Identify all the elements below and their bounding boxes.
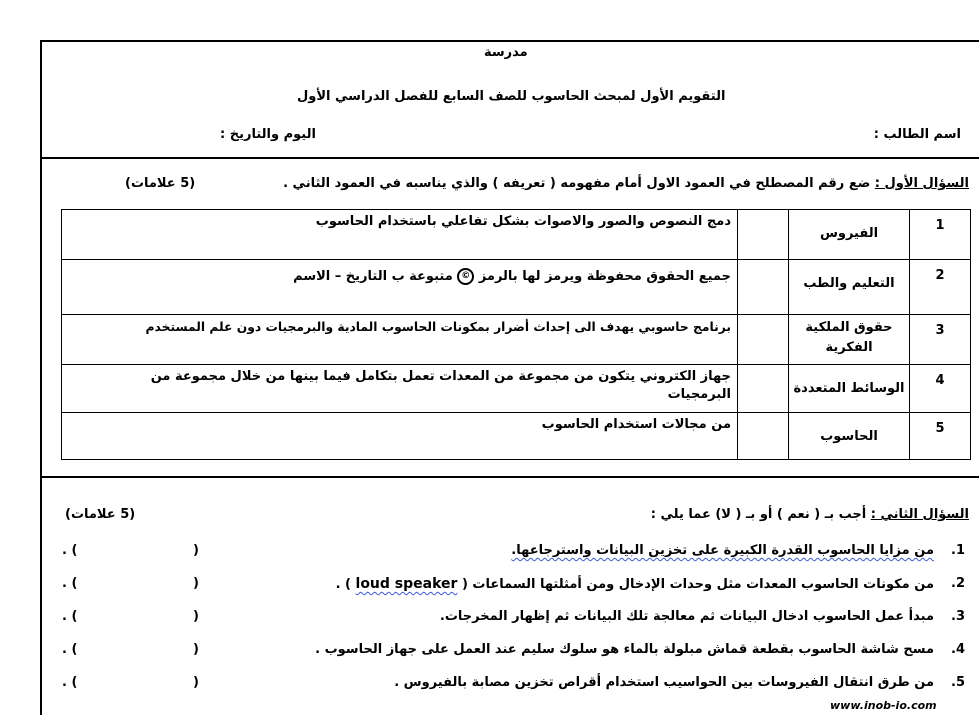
item-text-content: مبدأ عمل الحاسوب ادخال البيانات ثم معالجة تلك البيانات ثم إظهار المخرجات. (439, 609, 934, 624)
date-label: اليوم والتاريخ : (220, 127, 316, 142)
row-number: 4 (910, 365, 971, 413)
table-row (62, 315, 971, 365)
matching-table (61, 209, 971, 460)
watermark: www.inob-io.com (830, 699, 937, 712)
definition-text: جميع الحقوق محفوظة ويرمز لها بالرمز (478, 269, 731, 284)
definition-cell: برنامج حاسوبي يهدف الى إحداث أضرار بمكونات الحاسوب المادية والبرمجيات دون علم المستخدم (62, 315, 738, 365)
term-cell: التعليم والطب (789, 260, 910, 315)
item-text: مسح شاشة الحاسوب بقطعة قماش مبلولة بالماء هو سلوك سليم عند العمل على جهاز الحاسوب . (315, 642, 934, 657)
frame-left (40, 40, 42, 715)
q1-marks: (5 علامات) (125, 176, 196, 191)
q1-instruction: ضع رقم المصطلح في العمود الاول أمام مفهومه ( تعريفه ) والذي يناسبه في العمود الثاني . (283, 176, 871, 191)
row-number: 1 (910, 210, 971, 260)
table-row (62, 413, 971, 460)
item-text-content: من مزايا الحاسوب القدرة الكبيرة على تخزين البيانات واسترجاعها. (511, 543, 934, 558)
answer-open[interactable]: ( (193, 543, 199, 558)
answer-close[interactable]: ) . (62, 543, 78, 558)
term-cell: الوسائط المتعددة (789, 365, 910, 413)
answer-close[interactable]: ) . (62, 576, 78, 591)
definition-cell: جهاز الكتروني يتكون من مجموعة من المعدات تعمل بتكامل فيما بينها من خلال مجموعة من البرمجيات (62, 365, 738, 413)
answer-open[interactable]: ( (193, 609, 199, 624)
divider-q1 (40, 476, 979, 478)
item-text (394, 675, 934, 690)
answer-cell[interactable] (738, 210, 789, 260)
item-text-end: ) . (335, 577, 351, 592)
row-number: 5 (910, 413, 971, 460)
item-text-content: من مكونات الحاسوب المعدات مثل وحدات الإدخال ومن أمثلتها السماعات ( (461, 577, 934, 592)
school-label: مدرسة (484, 45, 528, 60)
item-text (336, 576, 934, 592)
row-number: 3 (910, 315, 971, 365)
item-number: 1. (951, 543, 965, 558)
q2-label: السؤال الثاني : (870, 507, 969, 522)
term-cell: الحاسوب (789, 413, 910, 460)
term-cell: حقوق الملكية الفكرية (789, 315, 910, 365)
table-row (62, 365, 971, 413)
answer-open[interactable]: ( (193, 675, 199, 690)
answer-cell[interactable] (738, 260, 789, 315)
answer-cell[interactable] (738, 413, 789, 460)
q2-marks: (5 علامات) (65, 507, 136, 522)
item-text (440, 609, 934, 624)
item-text (511, 543, 934, 558)
item-number: 4. (951, 642, 965, 657)
definition-text: متبوعة ب التاريخ – الاسم (293, 269, 453, 284)
student-name-label: اسم الطالب : (873, 127, 961, 142)
table-row (62, 260, 971, 315)
term-cell: الفيروس (789, 210, 910, 260)
answer-cell[interactable] (738, 365, 789, 413)
definition-cell: من مجالات استخدام الحاسوب (62, 413, 738, 460)
q1-label: السؤال الأول : (874, 176, 969, 191)
answer-open[interactable]: ( (193, 642, 199, 657)
item-number: 2. (951, 576, 965, 591)
copyright-icon: © (457, 268, 474, 285)
divider-header (40, 157, 979, 159)
item-text-content: من طرق انتقال الفيروسات بين الحواسيب استخدام أقراص تخزين مصابة بالفيروس . (394, 675, 934, 690)
item-english-term: loud speaker (355, 576, 458, 592)
item-number: 3. (951, 609, 965, 624)
answer-open[interactable]: ( (193, 576, 199, 591)
answer-close[interactable]: ) . (62, 675, 78, 690)
q1-heading (283, 176, 969, 191)
answer-close[interactable]: ) . (62, 642, 78, 657)
definition-cell: دمج النصوص والصور والاصوات بشكل تفاعلي باستخدام الحاسوب (62, 210, 738, 260)
definition-cell (62, 260, 738, 315)
answer-cell[interactable] (738, 315, 789, 365)
q2-instruction: أجب بـ ( نعم ) أو بـ ( لا) عما يلي : (650, 507, 867, 522)
q2-heading (651, 507, 969, 522)
answer-close[interactable]: ) . (62, 609, 78, 624)
row-number: 2 (910, 260, 971, 315)
page-title: التقويم الأول لمبحث الحاسوب للصف السابع للفصل الدراسي الأول (297, 89, 726, 104)
frame-top (40, 40, 979, 42)
item-number: 5. (951, 675, 965, 690)
table-row (62, 210, 971, 260)
